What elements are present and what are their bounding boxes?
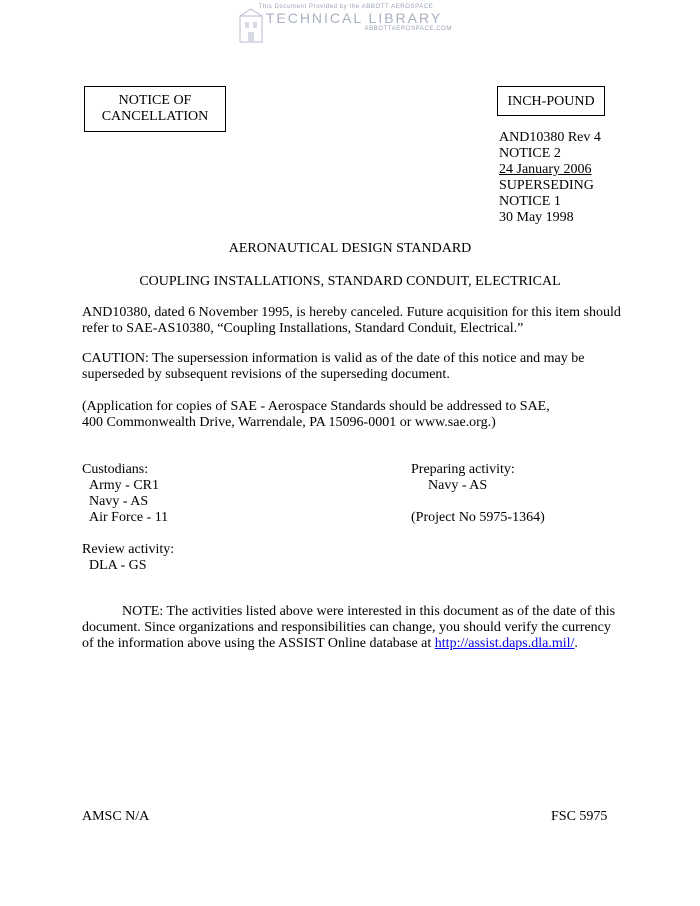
watermark-line-1: This Document Provided by the ABBOTT AEROSPACE [258,4,434,10]
preparing-activity [411,462,545,526]
paragraph-line: 400 Commonwealth Drive, Warrendale, PA 15096-0001 or www.sae.org.) [82,415,496,430]
document-id: AND10380 Rev 4 [499,130,601,145]
amsc-label: AMSC N/A [82,809,150,824]
cancel-box-line-1: NOTICE OF [118,93,192,108]
cancel-box-line-2: CANCELLATION [101,109,209,124]
watermark [236,2,452,46]
previous-notice: NOTICE 1 [499,194,561,209]
notice-of-cancellation-box [84,86,226,132]
inch-pound-label: INCH-POUND [507,94,595,109]
watermark-url: ABBOTTAEROSPACE.COM [364,26,452,32]
note-line-1: NOTE: The activities listed above were interested in this document as of the date of this [122,604,616,619]
cancellation-paragraph [82,305,642,337]
watermark-title: TECHNICAL LIBRARY [265,10,443,26]
assist-database-link[interactable]: http://assist.daps.dla.mil/ [434,636,575,651]
project-number: (Project No 5975-1364) [411,510,545,525]
note-line-2: document. Since organizations and responsibilities can change, you should verify the currency [82,620,611,635]
custodian-item: Air Force - 11 [89,510,169,525]
paragraph-line: refer to SAE-AS10380, “Coupling Installations, Standard Conduit, Electrical.” [82,321,524,336]
review-activity [82,542,174,574]
preparing-heading: Preparing activity: [411,462,515,477]
paragraph-line: CAUTION: The supersession information is valid as of the date of this notice and may be [82,351,585,366]
notice-number: NOTICE 2 [499,146,561,161]
standard-title: AERONAUTICAL DESIGN STANDARD [228,241,472,256]
note-paragraph [82,604,662,652]
previous-notice-date: 30 May 1998 [499,210,574,225]
notice-date: 24 January 2006 [499,162,592,177]
paragraph-line: superseded by subsequent revisions of the superseding document. [82,367,450,382]
superseding-label: SUPERSEDING [499,178,594,193]
subject-title: COUPLING INSTALLATIONS, STANDARD CONDUIT, ELECTRICAL [139,274,561,289]
paragraph-line: (Application for copies of SAE - Aerospace Standards should be addressed to SAE, [82,399,550,414]
custodians-heading: Custodians: [82,462,149,477]
paragraph-line: AND10380, dated 6 November 1995, is hereby canceled. Future acquisition for this item should [82,305,621,320]
review-heading: Review activity: [82,542,175,557]
custodian-item: Army - CR1 [89,478,159,493]
inch-pound-box [497,86,605,116]
custodians-list [82,462,168,526]
fsc-label: FSC 5975 [551,809,608,824]
note-line-3: of the information above using the ASSIST Online database at [82,636,435,651]
application-paragraph [82,399,642,431]
custodian-item: Navy - AS [89,494,149,509]
caution-paragraph [82,351,642,383]
preparing-item: Navy - AS [428,478,488,493]
note-line-3-end: . [574,636,578,651]
notice-info-block [499,130,679,226]
review-item: DLA - GS [89,558,147,573]
